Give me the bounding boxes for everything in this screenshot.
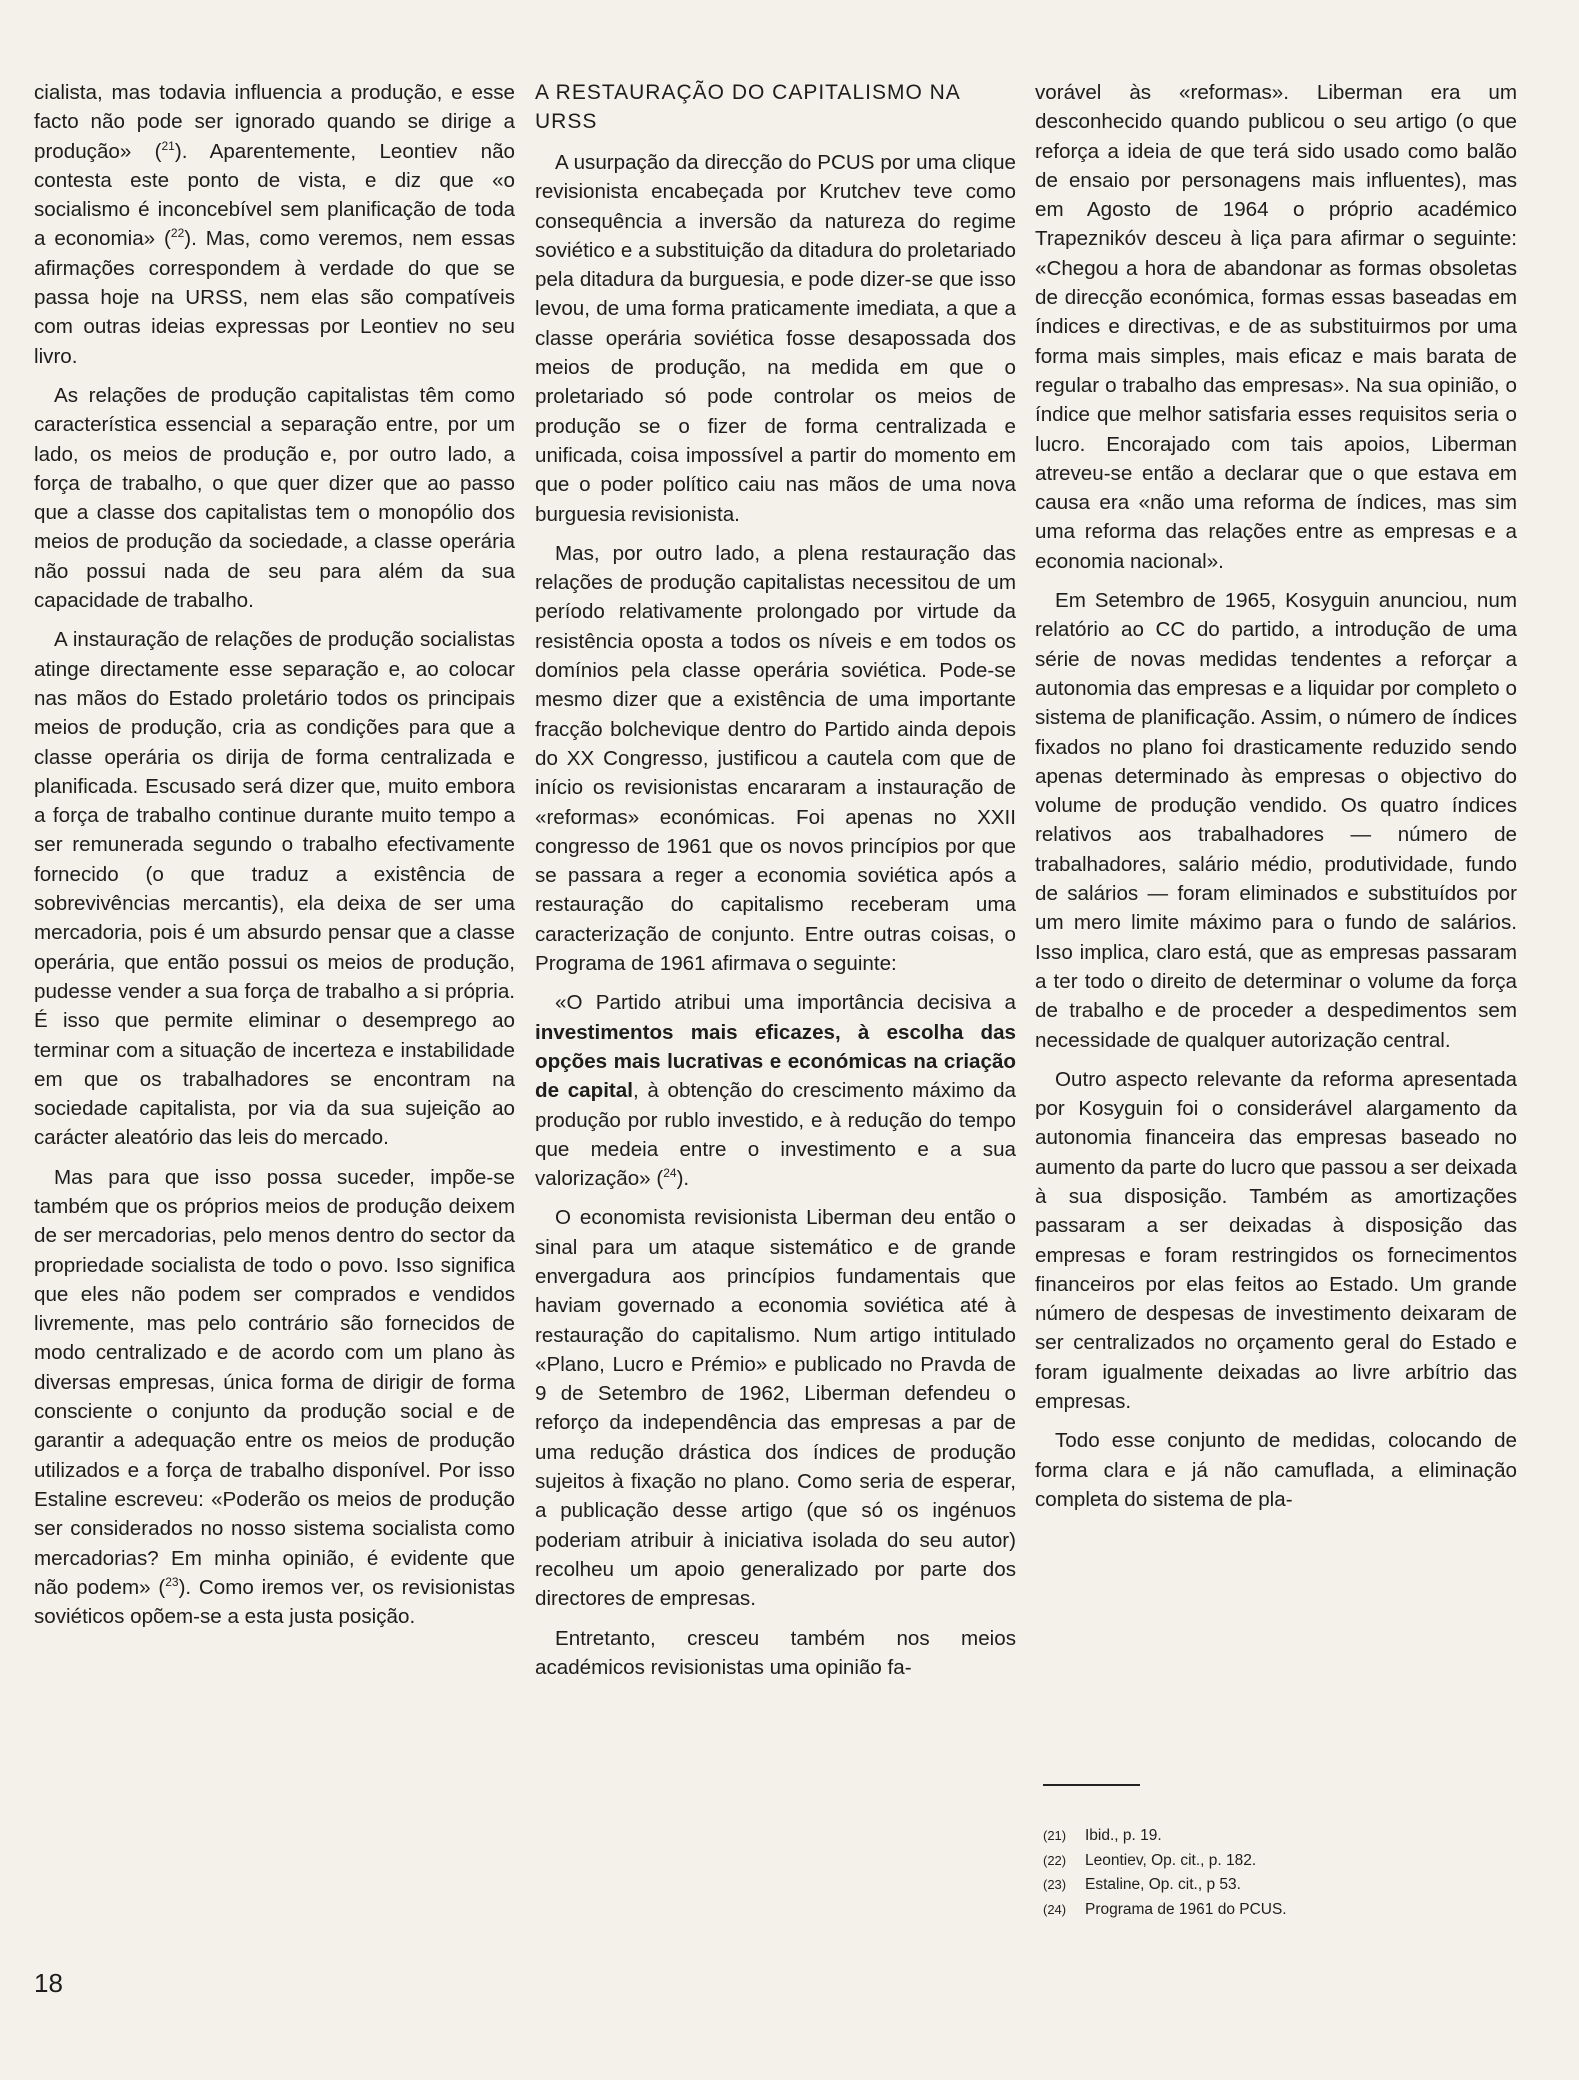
quote-paragraph: «O Partido atribui uma importância decisiva a investimentos mais eficazes, à escolha das opções mais lucrativas e económicas na criação de capital, à obtenção do crescimento máximo da produção por rublo investido, e à redução do tempo que medeia entre o investimento e a sua valorização» ($^{24}$).: [535, 991, 1016, 1191]
paragraph: As relações de produção capitalistas têm como característica essencial a separação entre, por um lado, os meios de produção e, por outro lado, a força de trabalho, o que quer dizer que ao passo que a classe dos capitalistas tem o monopólio dos meios de produção da sociedade, a classe operária não possui nada de seu para além da sua capacidade de trabalho.: [34, 383, 515, 613]
footnote-ref[interactable]: 23: [165, 1574, 179, 1589]
footnote-ref[interactable]: 22: [170, 226, 185, 241]
paragraph: A usurpação da direcção do PCUS por uma clique revisionista encabeçada por Krutchev teve como consequência a inversão da natureza do regime soviético e a substituição da ditadura do proletariado pela ditadura da burguesia, e pode dizer-se que isso levou, de uma forma praticamente imediata, a que a classe operária soviética fosse desapossada dos meios de produção, na medida em que o proletariado só pode controlar os meios de produção se o fizer de forma centralizada e unificada, coisa impossível a partir do momento em que o poder político caiu nas mãos de uma nova burguesia revisionista.: [535, 151, 1016, 526]
footnote-ref[interactable]: 24: [663, 1166, 677, 1181]
paragraph: Mas, por outro lado, a plena restauração das relações de produção capitalistas necessitou de um período relativamente prolongado por virtude da resistência oposta a todos os níveis e em todos os domínios pela classe operária soviética. Pode-se mesmo dizer que a existência de uma importante fracção bolchevique dentro do Partido ainda depois do XX Congresso, justificou a cautela com que de início os revisionistas encararam a instauração de «reformas» económicas. Foi apenas no XXII congresso de 1961 que os novos princípios por que se passara a reger a economia soviética após a restauração do capitalismo receberam uma caracterização de conjunto. Entre outras coisas, o Programa de 1961 afirmava o seguinte:: [535, 541, 1016, 976]
section-title: A RESTAURAÇÃO DO CAPITALISMO NA URSS: [535, 81, 960, 133]
paragraph: vorável às «reformas». Liberman era um desconhecido quando publicou o seu artigo (o que reforça a ideia de que terá sido usado como balão de ensaio por personagens mais influentes), mas em Agosto de 1964 o próprio académico Trapeznikóv desceu à liça para afirmar o seguinte: «Chegou a hora de abandonar as formas obsoletas de direcção económica, formas essas baseadas em índices e directivas, e de as substituirmos por uma forma mais simples, mais eficaz e mais barata de regular o trabalho das empresas». Na sua opinião, o índice que melhor satisfaria esses requisitos seria o lucro. Encorajado com tais apoios, Liberman atreveu-se então a declarar que o que estava em causa era «não uma reforma de índices, mas sim uma reforma das relações entre as empresas e a economia nacional».: [1035, 81, 1517, 573]
footnote-item: (24) Programa de 1961 do PCUS.: [1043, 1900, 1287, 1918]
footnote-divider: [1043, 1784, 1140, 1786]
footnotes: [1043, 1824, 1513, 1922]
paragraph: Entretanto, cresceu também nos meios académicos revisionistas uma opinião fa-: [535, 1626, 1016, 1679]
paragraph: Em Setembro de 1965, Kosyguin anunciou, num relatório ao CC do partido, a introdução de uma série de novas medidas tendentes a reforçar a autonomia das empresas e a liquidar por completo o sistema de planificação. Assim, o número de índices fixados no plano foi drasticamente reduzido sendo apenas determinado às empresas o objectivo do volume de produção vendido. Os quatro índices relativos aos trabalhadores — número de trabalhadores, salário médio, produtividade, fundo de salários — foram eliminados e substituídos por um mero limite máximo para o fundo de salários. Isso implica, claro está, que as empresas passaram a ter todo o direito de determinar o volume da força de trabalho e de proceder a despedimentos sem necessidade de qualquer autorização central.: [1035, 589, 1517, 1052]
footnote-item: (22) Leontiev, Op. cit., p. 182.: [1043, 1851, 1257, 1869]
footnote-item: (21) Ibid., p. 19.: [1043, 1827, 1162, 1844]
paragraph: Outro aspecto relevante da reforma apresentada por Kosyguin foi o considerável alargamento da autonomia financeira das empresas baseado no aumento da parte do lucro que passou a ser deixada à sua disposição. Também as amortizações passaram a ser deixadas à disposição das empresas e foram restringidos os fornecimentos financeiros por elas feitos ao Estado. Um grande número de despesas de investimento deixaram de ser centralizados no orçamento geral do Estado e foram igualmente deixadas ao livre arbítrio das empresas.: [1035, 1067, 1517, 1414]
footnote-ref[interactable]: 21: [161, 138, 175, 153]
paragraph: Todo esse conjunto de medidas, colocando de forma clara e já não camuflada, a eliminação completa do sistema de pla-: [1035, 1429, 1517, 1511]
paragraph: A instauração de relações de produção socialistas atinge directamente esse separação e, ao colocar nas mãos do Estado proletário todos os principais meios de produção, cria as condições para que a classe operária os dirija de forma centralizada e planificada. Escusado será dizer que, muito embora a força de trabalho continue durante muito tempo a ser remunerada segundo o trabalho efectivamente fornecido (o que traduz a existência de sobrevivências mercantis), ela deixa de ser uma mercadoria, pois é um absurdo pensar que a classe operária, que então possui os meios de produção, pudesse vender a sua força de trabalho a si própria. É isso que permite eliminar o desemprego ao terminar com a situação de incerteza e instabilidade em que os trabalhadores se encontram na sociedade capitalista, por via da sua sujeição ao carácter aleatório das leis do mercado.: [34, 628, 515, 1150]
emphasis-text: investimentos mais eficazes, à escolha das opções mais lucrativas e económicas na criação de capital: [535, 1020, 1016, 1103]
column-3: [1035, 78, 1517, 1524]
footnote-item: (23) Estaline, Op. cit., p 53.: [1043, 1876, 1241, 1893]
page-number: 18: [34, 1968, 63, 1998]
column-1: [34, 78, 515, 1641]
paragraph: Mas para que isso possa suceder, impõe-se também que os próprios meios de produção deixem de ser mercadorias, pelo menos dentro do sector da propriedade socialista de todo o povo. Isso significa que eles não podem ser comprados e vendidos livremente, mas pelo contrário são fornecidos de modo centralizado e de acordo com um plano às diversas empresas, única forma de dirigir de forma consciente o conjunto da produção social e de garantir a adequação entre os meios de produção utilizados e a força de trabalho disponível. Por isso Estaline escreveu: «Poderão os meios de produção ser considerados no nosso sistema socialista como mercadorias? Em minha opinião, é evidente que não podem» ($^{23}$). Como iremos ver, os revisionistas soviéticos opõem-se a esta justa posição.: [34, 1165, 515, 1629]
paragraph: cialista, mas todavia influencia a produção, e esse facto não pode ser ignorado quando se dirige a produção» ($^{21}$). Aparentemente, Leontiev não contesta este ponto de vista, e diz que «o socialismo é inconcebível sem planificação de toda a economia» ($^{22}$). Mas, como veremos, nem essas afirmações correspondem à verdade do que se passa hoje na URSS, nem elas são compatíveis com outras ideias expressas por Leontiev no seu livro.: [34, 81, 515, 368]
paragraph: O economista revisionista Liberman deu então o sinal para um ataque sistemático e de grande envergadura aos princípios fundamentais que haviam governado a economia soviética até à restauração do capitalismo. Num artigo intitulado «Plano, Lucro e Prémio» e publicado no Pravda de 9 de Setembro de 1962, Liberman defendeu o reforço da independência das empresas a par de uma redução drástica dos índices de produção sujeitos à fixação no plano. Como seria de esperar, a publicação desse artigo (que só os ingénuos poderiam atribuir à iniciativa isolada do seu autor) recolheu um apoio generalizado por parte dos directores de empresas.: [535, 1206, 1016, 1611]
column-2: [535, 78, 1016, 1692]
